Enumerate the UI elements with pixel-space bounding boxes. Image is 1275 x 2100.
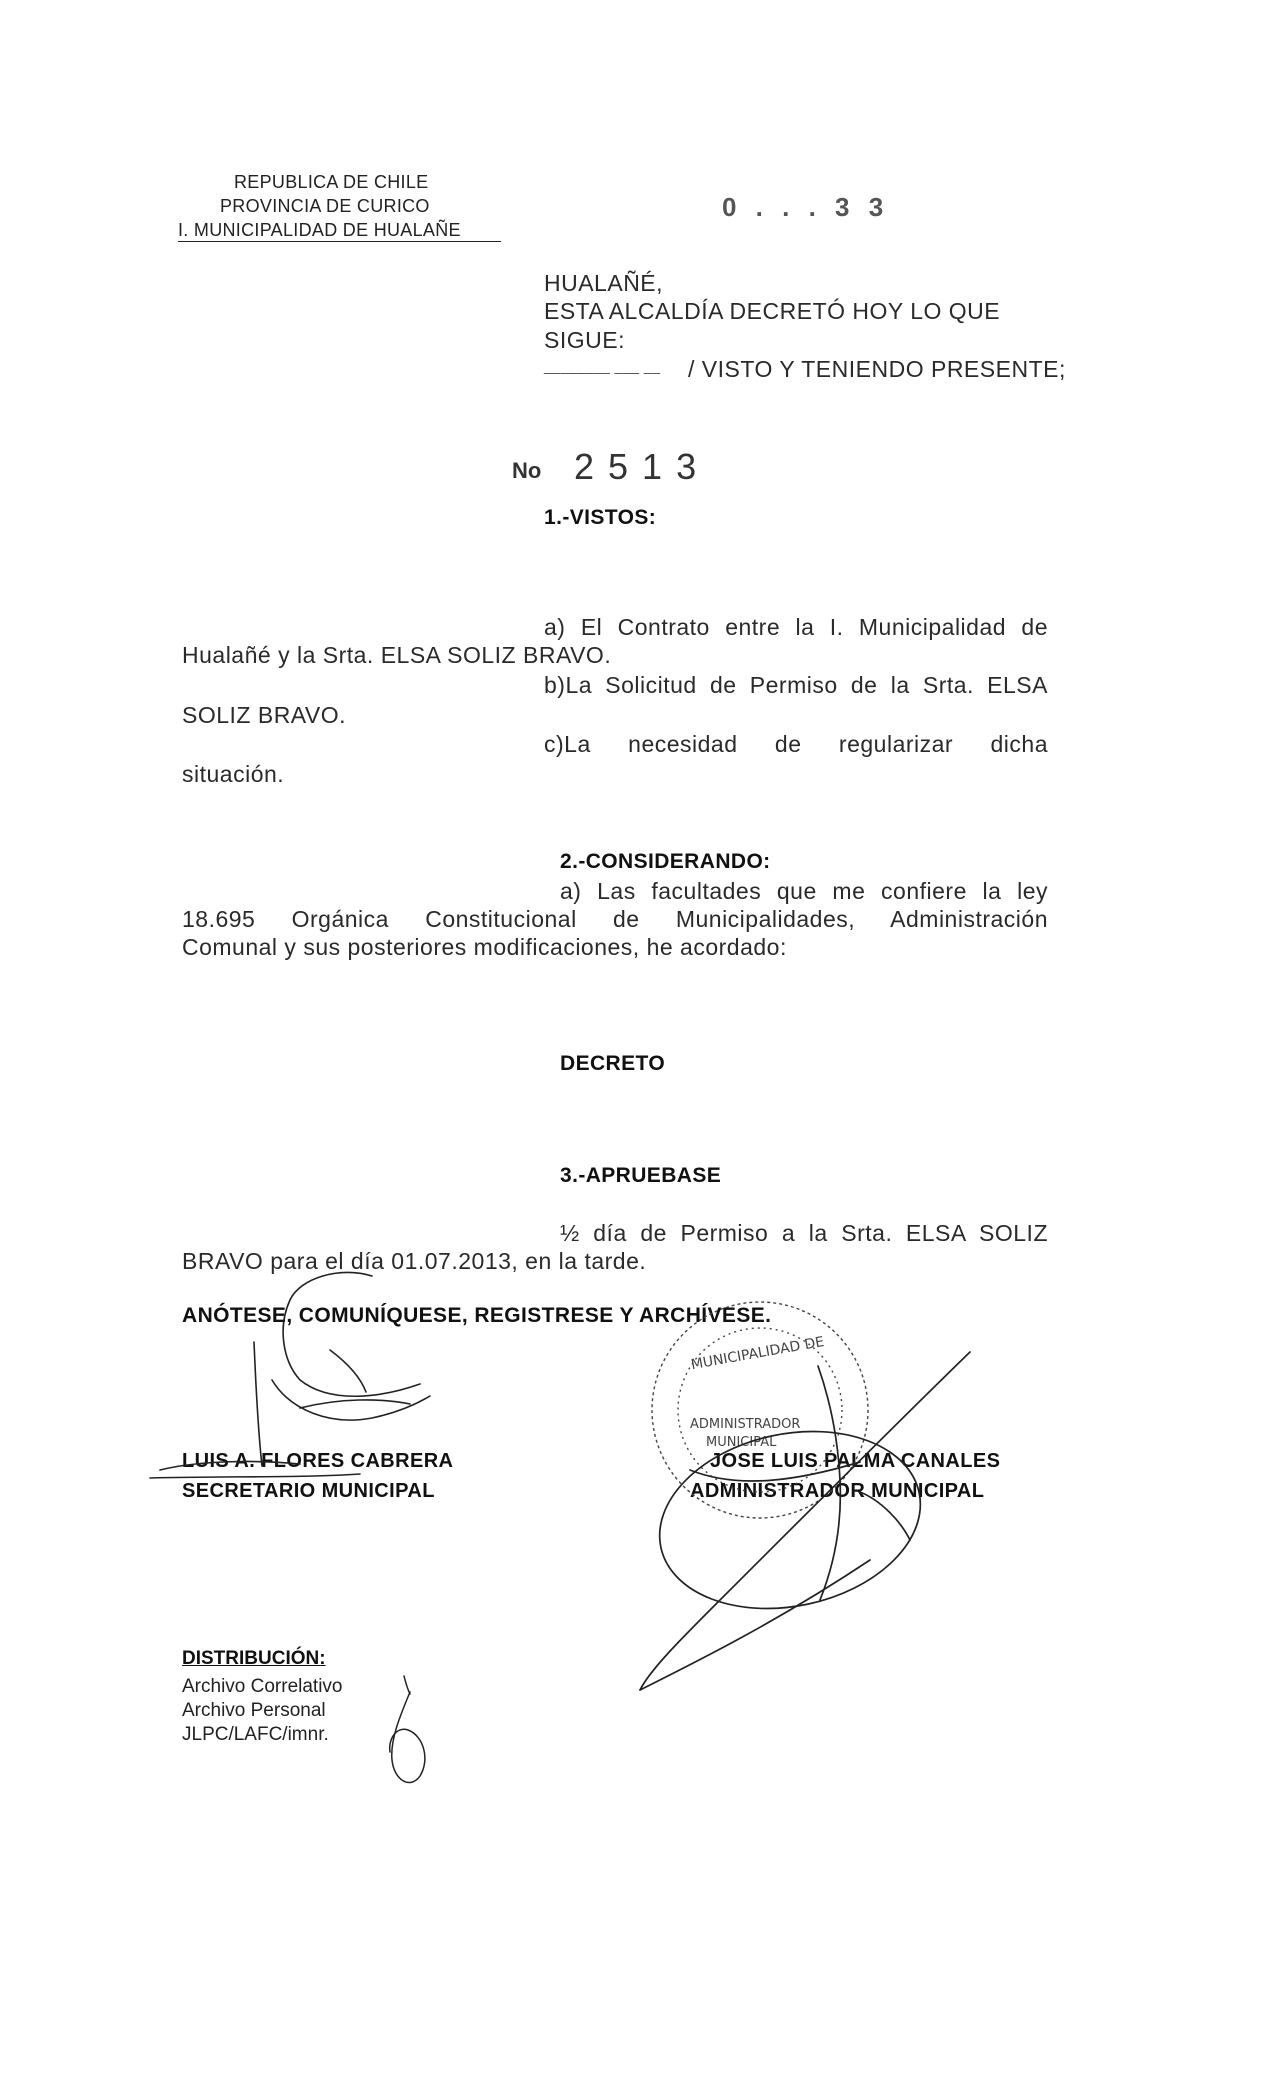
- vistos-a-line-1: a) El Contrato entre la I. Municipalidad de: [544, 614, 1048, 640]
- intro-line-2: SIGUE:: [544, 327, 625, 353]
- vistos-b-line-1: b)La Solicitud de Permiso de la Srta. ELSA: [544, 672, 1048, 698]
- header-republic: REPUBLICA DE CHILE: [234, 172, 429, 192]
- apruebase-line-1: ½ día de Permiso a la Srta. ELSA SOLIZ: [560, 1220, 1048, 1246]
- considerando-heading: 2.-CONSIDERANDO:: [560, 850, 771, 873]
- place-date: HUALAÑÉ,: [544, 270, 664, 296]
- right-signatory-name: JOSE LUIS PALMA CANALES: [710, 1450, 1001, 1472]
- decree-number: 2 5 1 3: [574, 446, 699, 487]
- decree-number-prefix: No: [512, 458, 542, 483]
- intro-line-1: ESTA ALCALDÍA DECRETÓ HOY LO QUE: [544, 298, 1001, 324]
- considerando-line-2: 18.695 Orgánica Constitucional de Municipalidades, Administración: [182, 906, 1048, 932]
- seal-middle-text: ADMINISTRADOR: [690, 1417, 801, 1432]
- vistos-heading: 1.-VISTOS:: [544, 506, 657, 529]
- header-province: PROVINCIA DE CURICO: [220, 196, 430, 216]
- distribution-item: JLPC/LAFC/imnr.: [182, 1724, 329, 1745]
- distribution-item: Archivo Personal: [182, 1700, 326, 1721]
- vistos-a-line-2: Hualañé y la Srta. ELSA SOLIZ BRAVO.: [182, 642, 612, 668]
- seal-bottom-text: MUNICIPAL: [706, 1435, 777, 1450]
- vistos-c-line-1: c)La necesidad de regularizar dicha: [544, 731, 1048, 757]
- apruebase-line-2: BRAVO para el día 01.07.2013, en la tarde.: [182, 1248, 647, 1274]
- vistos-c-line-2: situación.: [182, 761, 285, 787]
- handwritten-initials: [390, 1676, 425, 1783]
- considerando-line-3: Comunal y sus posteriores modificaciones, he acordado:: [182, 934, 787, 960]
- vistos-b-line-2: SOLIZ BRAVO.: [182, 702, 347, 728]
- header-municipality: I. MUNICIPALIDAD DE HUALAÑE: [178, 220, 501, 242]
- left-signatory-name: LUIS A. FLORES CABRERA: [182, 1450, 454, 1472]
- decreto-heading: DECRETO: [560, 1052, 666, 1075]
- apruebase-heading: 3.-APRUEBASE: [560, 1164, 722, 1187]
- blank-line: ________ ___ __: [544, 358, 661, 374]
- right-signatory-title: ADMINISTRADOR MUNICIPAL: [690, 1480, 985, 1502]
- left-signatory-title: SECRETARIO MUNICIPAL: [182, 1480, 435, 1502]
- considerando-line-1: a) Las facultades que me confiere la ley: [560, 878, 1048, 904]
- visto-line: / VISTO Y TENIENDO PRESENTE;: [688, 356, 1066, 382]
- distribution-item: Archivo Correlativo: [182, 1676, 343, 1697]
- seal-top-text: MUNICIPALIDAD DE: [689, 1333, 826, 1374]
- right-handwritten-signature: [640, 1352, 970, 1690]
- distribution-heading: DISTRIBUCIÓN:: [182, 1648, 326, 1669]
- stamp-number: 0 . . . 3 3: [722, 192, 890, 222]
- closing-formula: ANÓTESE, COMUNÍQUESE, REGISTRESE Y ARCHÍVESE.: [182, 1304, 772, 1327]
